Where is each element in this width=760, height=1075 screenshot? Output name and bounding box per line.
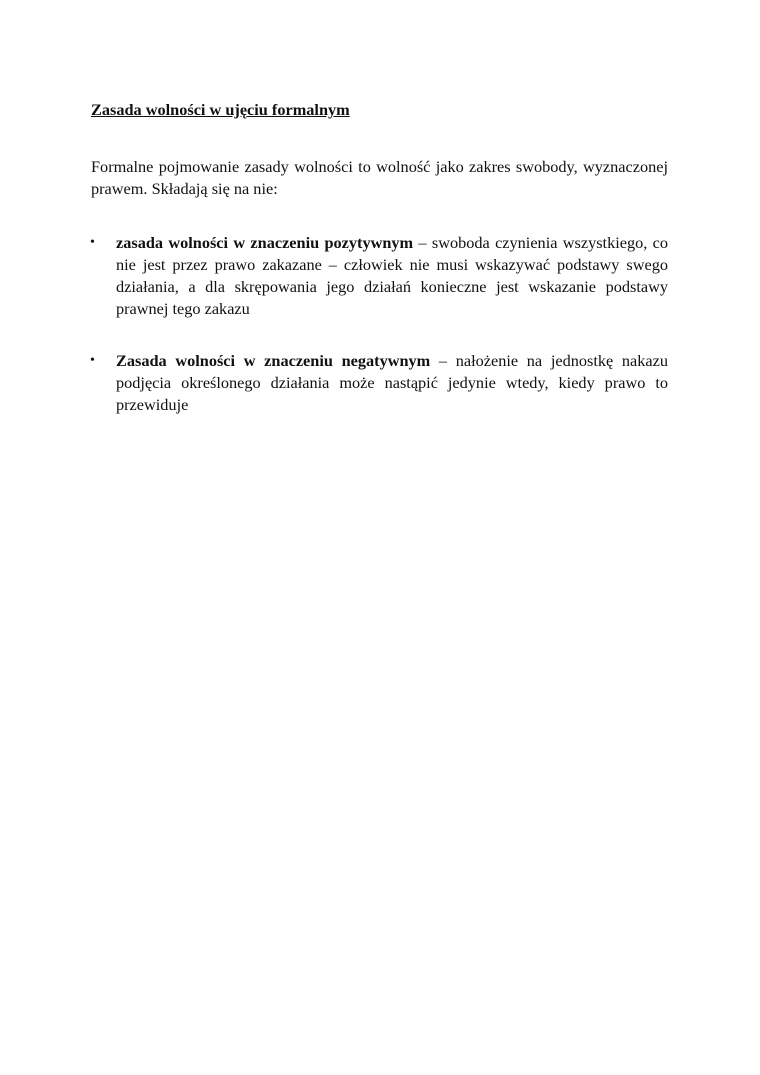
bullet-icon: • bbox=[90, 353, 95, 368]
list-item-text: – nałożenie na jednostkę nakazu podjęcia określonego działania może nastąpić jedynie wtedy, kiedy prawo to przewiduje bbox=[116, 351, 669, 414]
list-item bbox=[90, 232, 669, 320]
list-item bbox=[90, 350, 669, 416]
list-item-term: zasada wolności w znaczeniu pozytywnym bbox=[116, 233, 414, 252]
list-item-term: Zasada wolności w znaczeniu negatywnym bbox=[116, 351, 431, 370]
intro-paragraph: Formalne pojmowanie zasady wolności to wolność jako zakres swobody, wyznaczonej prawem. Składają się na nie: bbox=[91, 157, 668, 198]
list-item-text: – swoboda czynienia wszystkiego, co nie jest przez prawo zakazane – człowiek nie musi wskazywać podstawy swego działania, a dla skrępowania jego działań konieczne jest wskazanie podstawy prawnej tego zakazu bbox=[116, 233, 669, 318]
bullet-icon: • bbox=[90, 235, 95, 250]
document-title: Zasada wolności w ujęciu formalnym bbox=[91, 100, 350, 119]
